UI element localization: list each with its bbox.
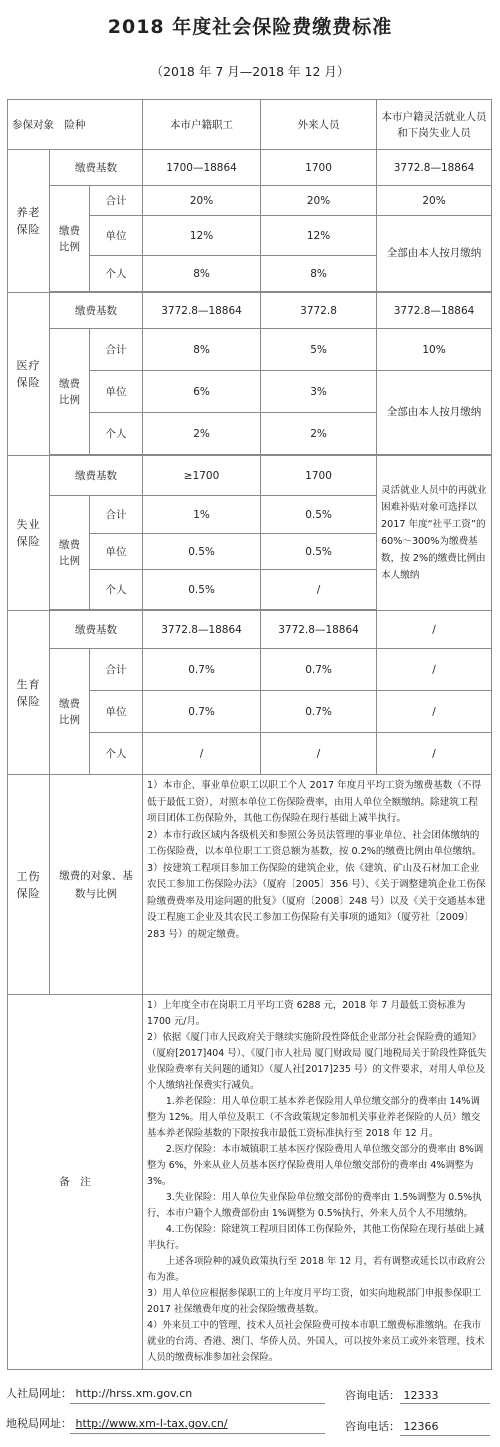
medical-person-local: 2% (143, 413, 261, 455)
maternity-person-flexible: / (377, 733, 492, 775)
total-label: 合计 (90, 649, 143, 691)
note-item: 3.失业保险：用人单位失业保险单位缴交部份的费率由 1.5%调整为 0.5%执行，本市户籍个人缴费部份由 1%调整为 0.5%执行，外来人员个人不用缴纳。 (147, 1192, 482, 1219)
maternity-unit-flexible: / (377, 691, 492, 733)
table-row (8, 611, 492, 649)
table-row (8, 293, 492, 329)
table-row (8, 329, 492, 371)
maternity-unit-local: 0.7% (143, 691, 261, 733)
base-label: 缴费基数 (50, 456, 143, 496)
table-row (8, 456, 492, 496)
unemployment-unit-local: 0.5% (143, 534, 261, 570)
ratio-label: 缴费比例 (50, 329, 90, 455)
note-item: 4）外来员工中的管理、技术人员社会保险费可按本市职工缴费标准缴纳。在我市就业的台湾、香港、澳门、华侨人员、外国人，可以按外来员工或外来管理、技术人员的缴费标准参加社会保险。 (147, 1320, 485, 1363)
pension-self-pay: 全部由本人按月缴纳 (377, 216, 492, 292)
maternity-base-migrant: 3772.8—18864 (261, 611, 377, 649)
medical-person-migrant: 2% (261, 413, 377, 455)
ratio-label: 缴费比例 (50, 496, 90, 610)
pension-base-flexible: 3772.8—18864 (377, 150, 492, 186)
person-label: 个人 (90, 256, 143, 292)
tax-website-label: 地税局网址： (6, 1417, 72, 1430)
injury-text (143, 775, 492, 995)
person-label: 个人 (90, 733, 143, 775)
medical-total-flexible: 10% (377, 329, 492, 371)
unemployment-base-local: ≥1700 (143, 456, 261, 496)
table-row (8, 186, 492, 216)
maternity-total-local: 0.7% (143, 649, 261, 691)
pension-person-local: 8% (143, 256, 261, 292)
tax-website-link[interactable]: http://www.xm-l-tax.gov.cn/ (75, 1417, 228, 1430)
medical-base-migrant: 3772.8 (261, 293, 377, 329)
hr-website (6, 1385, 192, 1401)
medical-total-local: 8% (143, 329, 261, 371)
underline-divider (400, 1403, 490, 1404)
person-label: 个人 (90, 413, 143, 455)
medical-self-pay: 全部由本人按月缴纳 (377, 371, 492, 455)
tax-phone-number: 12366 (403, 1420, 439, 1433)
maternity-unit-migrant: 0.7% (261, 691, 377, 733)
total-label: 合计 (90, 329, 143, 371)
note-item: 3）用人单位应根据参保职工的上年度月平均工资，如实向地税部门申报参保职工 2017 社保缴费年度的社会保险缴费基数。 (147, 1288, 482, 1315)
unemployment-flexible-note: 灵活就业人员中的再就业困难补贴对象可选择以 2017 年度“社平工资”的 60%～300%为缴费基数，按 2%的缴费比例由本人缴纳 (377, 456, 492, 611)
unemployment-person-migrant: / (261, 570, 377, 610)
unit-label: 单位 (90, 691, 143, 733)
table-header-row (8, 100, 492, 150)
injury-paragraph: 2）本市行政区域内各级机关和参照公务员法管理的事业单位、社会团体缴纳的工伤保险费，以本单位职工工资总额为基数，按 0.2%的缴费比例由单位缴纳。 (147, 829, 482, 857)
tax-website (6, 1415, 228, 1431)
unemployment-label: 失业保险 (8, 456, 50, 611)
unit-label: 单位 (90, 534, 143, 570)
notes-label: 备 注 (8, 995, 143, 1370)
header-local-workers: 本市户籍职工 (143, 100, 261, 150)
person-label: 个人 (90, 570, 143, 610)
unit-label: 单位 (90, 371, 143, 413)
medical-label: 医疗保险 (8, 293, 50, 456)
injury-paragraph: 3）按建筑工程项目参加工伤保险的建筑企业，依《建筑、矿山及石材加工企业农民工参加工伤保险办法》（厦府〔2005〕356 号）、《关于调整建筑企业工伤保险缴费费率及用途问题的批复》（厦府〔2008〕248 号）以及《关于交通基本建设工程施工企业及其农民工参加工伤保险有关事项的通知》（厦劳社〔2009〕283 号）的规定缴费。 (147, 862, 486, 940)
header-migrant-workers: 外来人员 (261, 100, 377, 150)
notes-text (143, 995, 492, 1370)
hr-website-label: 人社局网址： (6, 1387, 72, 1400)
unemployment-total-migrant: 0.5% (261, 496, 377, 534)
pension-label: 养老保险 (8, 150, 50, 293)
medical-total-migrant: 5% (261, 329, 377, 371)
pension-total-local: 20% (143, 186, 261, 216)
pension-base-migrant: 1700 (261, 150, 377, 186)
ratio-label: 缴费比例 (50, 186, 90, 292)
hr-phone-number: 12333 (403, 1389, 439, 1402)
maternity-person-migrant: / (261, 733, 377, 775)
table-row (8, 649, 492, 691)
medical-base-local: 3772.8—18864 (143, 293, 261, 329)
maternity-base-flexible: / (377, 611, 492, 649)
pension-total-flexible: 20% (377, 186, 492, 216)
underline-divider (70, 1403, 325, 1404)
hr-phone (345, 1387, 439, 1403)
insurance-table (7, 99, 492, 1370)
unit-label: 单位 (90, 216, 143, 256)
pension-total-migrant: 20% (261, 186, 377, 216)
note-item: 上述各项险种的减负政策执行至 2018 年 12 月，若有调整或延长以市政府公布为准。 (147, 1256, 486, 1283)
underline-divider (400, 1435, 490, 1436)
ratio-label: 缴费比例 (50, 649, 90, 775)
maternity-total-migrant: 0.7% (261, 649, 377, 691)
unemployment-person-local: 0.5% (143, 570, 261, 610)
unemployment-total-local: 1% (143, 496, 261, 534)
maternity-base-local: 3772.8—18864 (143, 611, 261, 649)
underline-divider (70, 1433, 325, 1434)
base-label: 缴费基数 (50, 150, 143, 186)
total-label: 合计 (90, 186, 143, 216)
unemployment-unit-migrant: 0.5% (261, 534, 377, 570)
header-flexible-workers: 本市户籍灵活就业人员和下岗失业人员 (377, 100, 492, 150)
page-title: 2018 年度社会保险费缴费标准 (107, 16, 393, 38)
base-label: 缴费基数 (50, 611, 143, 649)
unemployment-base-migrant: 1700 (261, 456, 377, 496)
note-item: 2）依据《厦门市人民政府关于继续实施阶段性降低企业部分社会保险费的通知》（厦府[2017]404 号）、《厦门市人社局 厦门财政局 厦门地税局关于阶段性降低失业保险费率有关问题的通知》（厦人社[2017]235 号）的文件要求，对用人单位及个人缴纳社保费实行减负。 (147, 1032, 487, 1091)
hr-phone-label: 咨询电话： (345, 1389, 400, 1402)
tax-phone-label: 咨询电话： (345, 1420, 400, 1433)
pension-unit-migrant: 12% (261, 216, 377, 256)
note-item: 4.工伤保险：除建筑工程项目团体工伤保险外，其他工伤保险在现行基础上减半执行。 (147, 1224, 485, 1251)
pension-unit-local: 12% (143, 216, 261, 256)
pension-base-local: 1700—18864 (143, 150, 261, 186)
maternity-label: 生育保险 (8, 611, 50, 775)
tax-phone (345, 1418, 439, 1434)
page-subtitle: （2018 年 7 月—2018 年 12 月） (150, 64, 350, 79)
note-item: 1.养老保险：用人单位职工基本养老保险用人单位缴交部分的费率由 14%调整为 12%。用人单位及职工（不含政策规定参加机关事业养老保险的人员）缴交基本养老保险基数的下限按我市最低工资标准执行至 2018 年 12 月。 (147, 1096, 481, 1139)
total-label: 合计 (90, 496, 143, 534)
injury-label: 工伤保险 (8, 775, 50, 995)
maternity-total-flexible: / (377, 649, 492, 691)
table-row (8, 995, 492, 1370)
maternity-person-local: / (143, 733, 261, 775)
base-label: 缴费基数 (50, 293, 143, 329)
header-corner: 参保对象 险种 (8, 100, 143, 150)
note-item: 2.医疗保险：本市城镇职工基本医疗保险费用人单位缴交部分的费率由 8%调整为 6%，外来从业人员基本医疗保险费用人单位缴交部份的费率由 4%调整为 3%。 (147, 1144, 484, 1187)
pension-person-migrant: 8% (261, 256, 377, 292)
medical-base-flexible: 3772.8—18864 (377, 293, 492, 329)
injury-criteria-label: 缴费的对象、基数与比例 (50, 775, 143, 995)
hr-website-link[interactable]: http://hrss.xm.gov.cn (75, 1387, 193, 1400)
note-item: 1）上年度全市在岗职工月平均工资 6288 元，2018 年 7 月最低工资标准为 1700 元/月。 (147, 1000, 466, 1027)
table-row (8, 775, 492, 995)
injury-paragraph: 1）本市企、事业单位职工以职工个人 2017 年度月平均工资为缴费基数（不得低于最低工资），对照本单位工伤保险费率，由用人单位全额缴纳。除建筑工程项目团体工伤保险外，其他工伤保险在现行基础上减半执行。 (147, 780, 482, 824)
medical-unit-migrant: 3% (261, 371, 377, 413)
medical-unit-local: 6% (143, 371, 261, 413)
table-row (8, 150, 492, 186)
